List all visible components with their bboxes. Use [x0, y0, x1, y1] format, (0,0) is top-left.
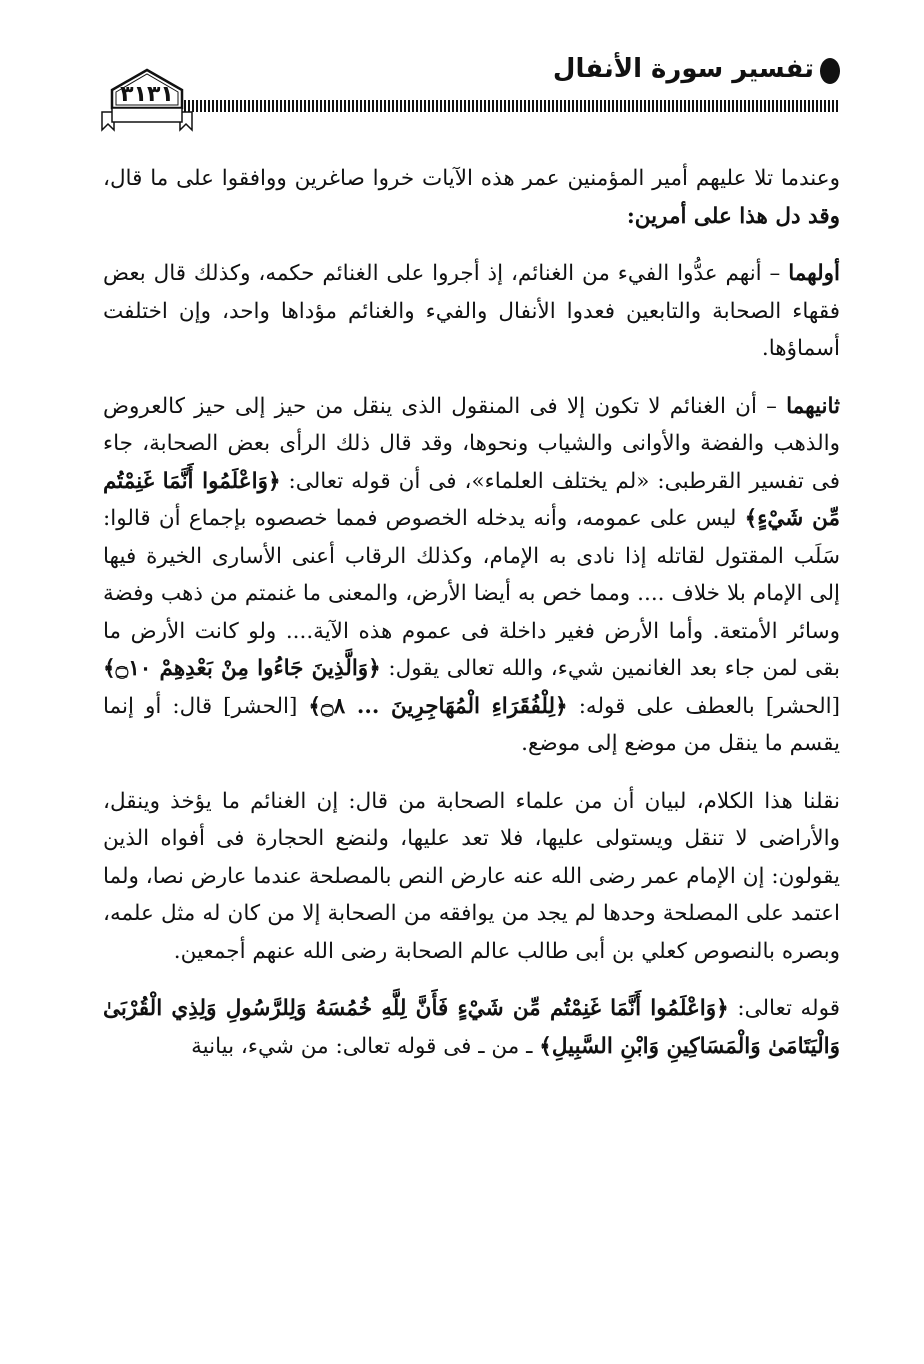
page-number: ٣١٣١: [120, 82, 174, 107]
point-heading: ثانيهما: [786, 393, 840, 419]
paragraph-text: – أن الغنائم لا تكون إلا فى المنقول الذى ينقل من حيز إلى حيز كالعروض والذهب والفضة والأوانى والشياب ونحوها، وقد قال ذلك الرأى بعض الصحابة، جاء فى تفسير القرطبى: «لم يختلف العلماء»، فى أن قوله تعالى:: [103, 393, 840, 494]
paragraph-text: ليس على عمومه، وأنه يدخله الخصوص فمما خصصوه بإجماع أن قالوا: سَلَب المقتول لقاتله إذا نادى به الإمام، وكذلك الرقاب أعنى الأسارى الخيرة فيها إلى الإمام بلا خلاف .... ومما خص به أيضا الأرض، والمعنى ما غنمتم من ذهب وفضة وسائر الأمتعة. وأما الأرض فغير داخلة فى عموم هذه الآية.... ولو كانت الأرض ما بقى لمن جاء بعد الغانمين شيء، والله تعالى يقول:: [103, 506, 841, 681]
quran-quote: ﴿وَالَّذِينَ جَاءُوا مِنْ بَعْدِهِمْ ۝١٠﴾: [103, 656, 381, 681]
paragraph-text: – أنهم عدُّوا الفيء من الغنائم، إذ أجروا على الغنائم حكمه، وكذلك قال بعض فقهاء الصحابة والتابعين فعدوا الأنفال والفيء والغنائم مؤداها واحد، وإن اختلفت أسماؤها.: [103, 261, 840, 361]
page-body: [103, 160, 840, 1085]
header-ornament: [820, 58, 840, 84]
paragraph-text: [الحشر] بالعطف على قوله:: [567, 693, 840, 719]
running-title: تفسير سورة الأنفال: [552, 54, 814, 84]
paragraph-2: [103, 255, 840, 368]
quran-quote: ﴿لِلْفُقَرَاءِ الْمُهَاجِرِينَ ... ۝٨﴾: [308, 693, 568, 719]
bold-phrase: وقد دل هذا على أمرين:: [626, 203, 840, 229]
paragraph-text: ـ من ـ فى قوله تعالى: من شيء، بيانية: [191, 1033, 540, 1059]
quran-quote: ﴿وَاعْلَمُوا أَنَّمَا غَنِمْتُم مِّن شَيْءٍ فَأَنَّ لِلَّهِ خُمُسَهُ وَلِلرَّسُولِ وَلِذِي الْقُرْبَىٰ وَالْيَتَامَىٰ وَالْمَسَاكِينِ وَابْنِ السَّبِيلِ﴾: [103, 996, 840, 1059]
header-rule: [180, 100, 840, 112]
quran-quote: ﴿وَاعْلَمُوا أَنَّمَا غَنِمْتُم مِّن شَيْءٍ﴾: [103, 468, 840, 531]
paragraph-4: [103, 783, 840, 971]
paragraph-5: [103, 990, 840, 1065]
paragraph-text: [الحشر] قال: أو إنما يقسم ما ينقل من موضع إلى موضع.: [103, 693, 840, 756]
page-header: [0, 0, 924, 150]
paragraph-text: نقلنا هذا الكلام، لبيان أن من علماء الصحابة من قال: إن الغنائم ما يؤخذ وينقل، والأراضى لا تنقل ويستولى عليها، فلا تعد عليها، ولنضع الحجارة فى أفواه الذين يقولون: إن الإمام عمر رضى الله عنه عارض النص بالمصلحة عندما عارض نصا، ولما اعتمد على المصلحة وحدها لم يجد من يوافقه من الصحابة إلا من كان له مثل علمه، وبصره بالنصوص كعلي بن أبى طالب عالم الصحابة رضى الله عنهم أجمعين.: [103, 788, 840, 964]
paragraph-3: [103, 388, 840, 763]
paragraph-text: وعندما تلا عليهم أمير المؤمنين عمر هذه الآيات خروا صاغرين ووافقوا على ما قال،: [103, 166, 840, 191]
paragraph-text: قوله تعالى:: [728, 996, 840, 1021]
paragraph-1: [103, 160, 840, 235]
point-heading: أولهما: [788, 261, 840, 286]
